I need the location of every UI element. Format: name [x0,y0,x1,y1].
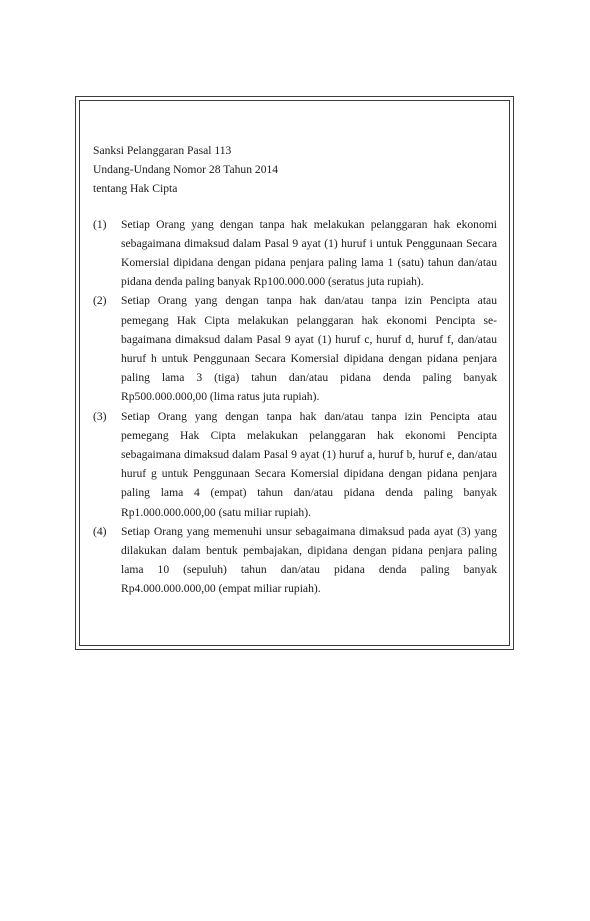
sanction-notice [93,141,497,599]
item-text: Setiap Orang yang dengan tanpa hak melakukan pelanggaran hak ekonomi sebagaimana dimaksud dalam Pasal 9 ayat (1) huruf i untuk Penggunaan Secara Komersial dipidana dengan pidana penjara paling lama 1 (satu) tahun dan/atau pidana denda paling banyak Rp100.000.000 (seratus juta rupiah). [121,217,497,289]
heading-subject: tentang Hak Cipta [93,182,178,196]
item-text: Setiap Orang yang dengan tanpa hak dan/atau tanpa izin Pencipta atau pemegang Hak Cipta melakukan pelanggaran hak ekonomi Pencipta sebagaimana dimaksud dalam Pasal 9 ayat (1) huruf c, huruf d, huruf f, dan/atau huruf h untuk Penggunaan Secara Komersial dipidana dengan pidana penjara paling lama 3 (tiga) tahun dan/atau pidana denda paling banyak Rp500.000.000,00 (lima ratus juta rupiah). [121,294,497,404]
heading-law-reference: Undang-Undang Nomor 28 Tahun 2014 [93,163,279,177]
sanction-item-3 [93,407,497,522]
item-number: (3) [93,409,107,423]
item-number: (1) [93,217,107,231]
sanction-item-1 [93,215,497,292]
sanction-item-4 [93,522,497,599]
item-text: Setiap Orang yang dengan tanpa hak dan/atau tanpa izin Pencipta atau pemegang Hak Cipta melakukan pelanggaran hak ekonomi Pencipta sebagaimana dimaksud dalam Pasal 9 ayat (1) huruf a, huruf b, huruf e, dan/atau huruf g untuk Penggunaan Secara Komersial dipidana dengan pidana penjara paling lama 4 (empat) tahun dan/atau pidana denda paling banyak Rp1.000.000.000,00 (satu miliar rupiah). [121,409,497,519]
item-number: (4) [93,524,107,538]
item-number: (2) [93,294,107,308]
notice-heading [93,141,497,199]
sanction-item-2 [93,291,497,406]
item-text: Setiap Orang yang memenuhi unsur sebagaimana dimaksud pada ayat (3) yang dilakukan dalam bentuk pembajakan, dipidana dengan pidana penjara paling lama 10 (sepuluh) tahun dan/atau pidana denda paling banyak Rp4.000.000.000,00 (empat miliar rupiah). [121,524,497,596]
heading-title: Sanksi Pelanggaran Pasal 113 [93,144,232,157]
